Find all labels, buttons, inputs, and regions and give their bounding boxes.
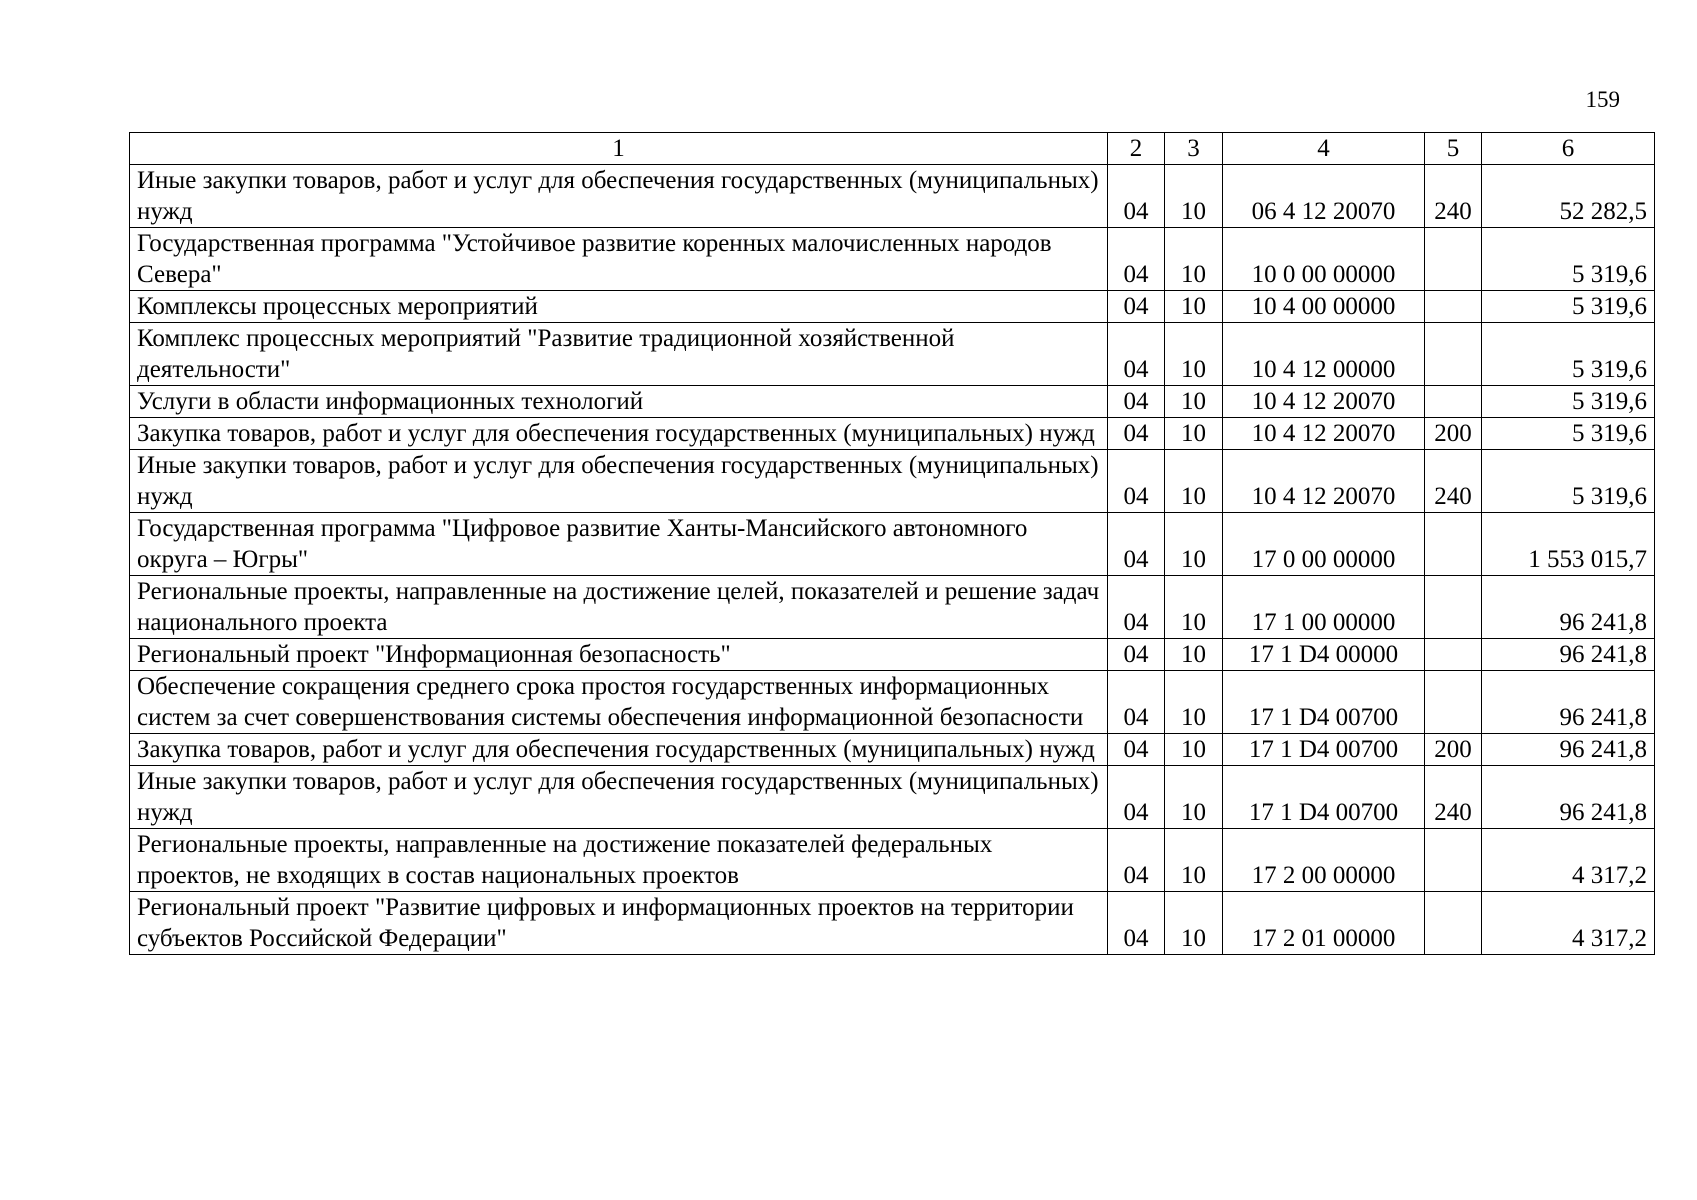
row-amount-cell: 52 282,5 bbox=[1482, 165, 1655, 228]
row-amount-cell: 96 241,8 bbox=[1482, 734, 1655, 766]
row-section-cell: 04 bbox=[1108, 766, 1165, 829]
row-expense-type-cell bbox=[1425, 639, 1482, 671]
row-name-cell: Государственная программа "Устойчивое развитие коренных малочисленных народов Севера" bbox=[130, 228, 1108, 291]
row-amount-cell: 5 319,6 bbox=[1482, 291, 1655, 323]
table-body bbox=[130, 165, 1655, 955]
row-target-code-cell: 10 4 12 00000 bbox=[1223, 323, 1425, 386]
row-target-code-cell: 10 4 00 00000 bbox=[1223, 291, 1425, 323]
table-row bbox=[130, 892, 1655, 955]
row-name-cell: Услуги в области информационных технологий bbox=[130, 386, 1108, 418]
row-amount-cell: 1 553 015,7 bbox=[1482, 513, 1655, 576]
table-row bbox=[130, 671, 1655, 734]
row-expense-type-cell bbox=[1425, 576, 1482, 639]
row-expense-type-cell: 240 bbox=[1425, 450, 1482, 513]
row-subsection-cell: 10 bbox=[1165, 576, 1223, 639]
row-section-cell: 04 bbox=[1108, 323, 1165, 386]
row-target-code-cell: 06 4 12 20070 bbox=[1223, 165, 1425, 228]
row-amount-cell: 5 319,6 bbox=[1482, 323, 1655, 386]
table-row bbox=[130, 513, 1655, 576]
row-expense-type-cell: 240 bbox=[1425, 766, 1482, 829]
row-target-code-cell: 10 0 00 00000 bbox=[1223, 228, 1425, 291]
header-col-2: 2 bbox=[1108, 133, 1165, 165]
table-row bbox=[130, 386, 1655, 418]
row-target-code-cell: 17 2 01 00000 bbox=[1223, 892, 1425, 955]
row-section-cell: 04 bbox=[1108, 228, 1165, 291]
row-expense-type-cell bbox=[1425, 829, 1482, 892]
row-section-cell: 04 bbox=[1108, 576, 1165, 639]
row-section-cell: 04 bbox=[1108, 734, 1165, 766]
header-col-4: 4 bbox=[1223, 133, 1425, 165]
row-target-code-cell: 17 2 00 00000 bbox=[1223, 829, 1425, 892]
row-amount-cell: 4 317,2 bbox=[1482, 892, 1655, 955]
row-expense-type-cell bbox=[1425, 892, 1482, 955]
row-name-cell: Иные закупки товаров, работ и услуг для обеспечения государственных (муниципальных) нужд bbox=[130, 766, 1108, 829]
row-amount-cell: 5 319,6 bbox=[1482, 386, 1655, 418]
row-amount-cell: 96 241,8 bbox=[1482, 671, 1655, 734]
row-subsection-cell: 10 bbox=[1165, 386, 1223, 418]
row-section-cell: 04 bbox=[1108, 450, 1165, 513]
header-row bbox=[130, 133, 1655, 165]
budget-table bbox=[129, 132, 1655, 955]
table-header bbox=[130, 133, 1655, 165]
row-section-cell: 04 bbox=[1108, 386, 1165, 418]
row-name-cell: Иные закупки товаров, работ и услуг для обеспечения государственных (муниципальных) нужд bbox=[130, 165, 1108, 228]
row-name-cell: Региональный проект "Развитие цифровых и информационных проектов на территории субъектов Российской Федерации" bbox=[130, 892, 1108, 955]
row-section-cell: 04 bbox=[1108, 639, 1165, 671]
header-col-5: 5 bbox=[1425, 133, 1482, 165]
row-section-cell: 04 bbox=[1108, 291, 1165, 323]
table-row bbox=[130, 766, 1655, 829]
row-target-code-cell: 17 1 00 00000 bbox=[1223, 576, 1425, 639]
row-name-cell: Государственная программа "Цифровое развитие Ханты-Мансийского автономного округа – Югры" bbox=[130, 513, 1108, 576]
row-amount-cell: 5 319,6 bbox=[1482, 418, 1655, 450]
row-section-cell: 04 bbox=[1108, 513, 1165, 576]
table-row bbox=[130, 576, 1655, 639]
row-subsection-cell: 10 bbox=[1165, 450, 1223, 513]
header-col-6: 6 bbox=[1482, 133, 1655, 165]
table-row bbox=[130, 734, 1655, 766]
row-section-cell: 04 bbox=[1108, 671, 1165, 734]
row-name-cell: Региональные проекты, направленные на достижение показателей федеральных проектов, не входящих в состав национальных проектов bbox=[130, 829, 1108, 892]
row-expense-type-cell bbox=[1425, 513, 1482, 576]
table-row bbox=[130, 418, 1655, 450]
table-row bbox=[130, 639, 1655, 671]
page-number: 159 bbox=[1585, 87, 1620, 112]
table-row bbox=[130, 165, 1655, 228]
row-expense-type-cell: 200 bbox=[1425, 734, 1482, 766]
row-subsection-cell: 10 bbox=[1165, 513, 1223, 576]
row-subsection-cell: 10 bbox=[1165, 671, 1223, 734]
table-row bbox=[130, 291, 1655, 323]
row-subsection-cell: 10 bbox=[1165, 892, 1223, 955]
row-subsection-cell: 10 bbox=[1165, 165, 1223, 228]
row-target-code-cell: 10 4 12 20070 bbox=[1223, 386, 1425, 418]
row-expense-type-cell bbox=[1425, 386, 1482, 418]
row-amount-cell: 96 241,8 bbox=[1482, 766, 1655, 829]
row-subsection-cell: 10 bbox=[1165, 228, 1223, 291]
row-name-cell: Комплекс процессных мероприятий "Развитие традиционной хозяйственной деятельности" bbox=[130, 323, 1108, 386]
row-name-cell: Региональные проекты, направленные на достижение целей, показателей и решение задач национального проекта bbox=[130, 576, 1108, 639]
row-name-cell: Иные закупки товаров, работ и услуг для обеспечения государственных (муниципальных) нужд bbox=[130, 450, 1108, 513]
row-section-cell: 04 bbox=[1108, 829, 1165, 892]
row-subsection-cell: 10 bbox=[1165, 829, 1223, 892]
table-row bbox=[130, 829, 1655, 892]
row-name-cell: Обеспечение сокращения среднего срока простоя государственных информационных систем за счет совершенствования системы обеспечения информационной безопасности bbox=[130, 671, 1108, 734]
row-subsection-cell: 10 bbox=[1165, 418, 1223, 450]
row-section-cell: 04 bbox=[1108, 418, 1165, 450]
table-row bbox=[130, 450, 1655, 513]
row-section-cell: 04 bbox=[1108, 165, 1165, 228]
row-target-code-cell: 17 0 00 00000 bbox=[1223, 513, 1425, 576]
row-amount-cell: 5 319,6 bbox=[1482, 450, 1655, 513]
row-expense-type-cell: 200 bbox=[1425, 418, 1482, 450]
row-expense-type-cell bbox=[1425, 671, 1482, 734]
row-name-cell: Закупка товаров, работ и услуг для обеспечения государственных (муниципальных) нужд bbox=[130, 734, 1108, 766]
row-target-code-cell: 17 1 D4 00000 bbox=[1223, 639, 1425, 671]
row-expense-type-cell bbox=[1425, 228, 1482, 291]
row-amount-cell: 96 241,8 bbox=[1482, 576, 1655, 639]
row-name-cell: Комплексы процессных мероприятий bbox=[130, 291, 1108, 323]
row-subsection-cell: 10 bbox=[1165, 639, 1223, 671]
row-amount-cell: 5 319,6 bbox=[1482, 228, 1655, 291]
row-target-code-cell: 10 4 12 20070 bbox=[1223, 450, 1425, 513]
row-subsection-cell: 10 bbox=[1165, 291, 1223, 323]
row-expense-type-cell bbox=[1425, 291, 1482, 323]
row-name-cell: Закупка товаров, работ и услуг для обеспечения государственных (муниципальных) нужд bbox=[130, 418, 1108, 450]
row-expense-type-cell: 240 bbox=[1425, 165, 1482, 228]
row-amount-cell: 4 317,2 bbox=[1482, 829, 1655, 892]
row-subsection-cell: 10 bbox=[1165, 734, 1223, 766]
row-subsection-cell: 10 bbox=[1165, 766, 1223, 829]
row-target-code-cell: 17 1 D4 00700 bbox=[1223, 766, 1425, 829]
header-col-3: 3 bbox=[1165, 133, 1223, 165]
row-target-code-cell: 10 4 12 20070 bbox=[1223, 418, 1425, 450]
row-amount-cell: 96 241,8 bbox=[1482, 639, 1655, 671]
header-col-1: 1 bbox=[130, 133, 1108, 165]
row-name-cell: Региональный проект "Информационная безопасность" bbox=[130, 639, 1108, 671]
row-subsection-cell: 10 bbox=[1165, 323, 1223, 386]
table-row bbox=[130, 323, 1655, 386]
row-expense-type-cell bbox=[1425, 323, 1482, 386]
table-row bbox=[130, 228, 1655, 291]
row-target-code-cell: 17 1 D4 00700 bbox=[1223, 671, 1425, 734]
row-section-cell: 04 bbox=[1108, 892, 1165, 955]
row-target-code-cell: 17 1 D4 00700 bbox=[1223, 734, 1425, 766]
